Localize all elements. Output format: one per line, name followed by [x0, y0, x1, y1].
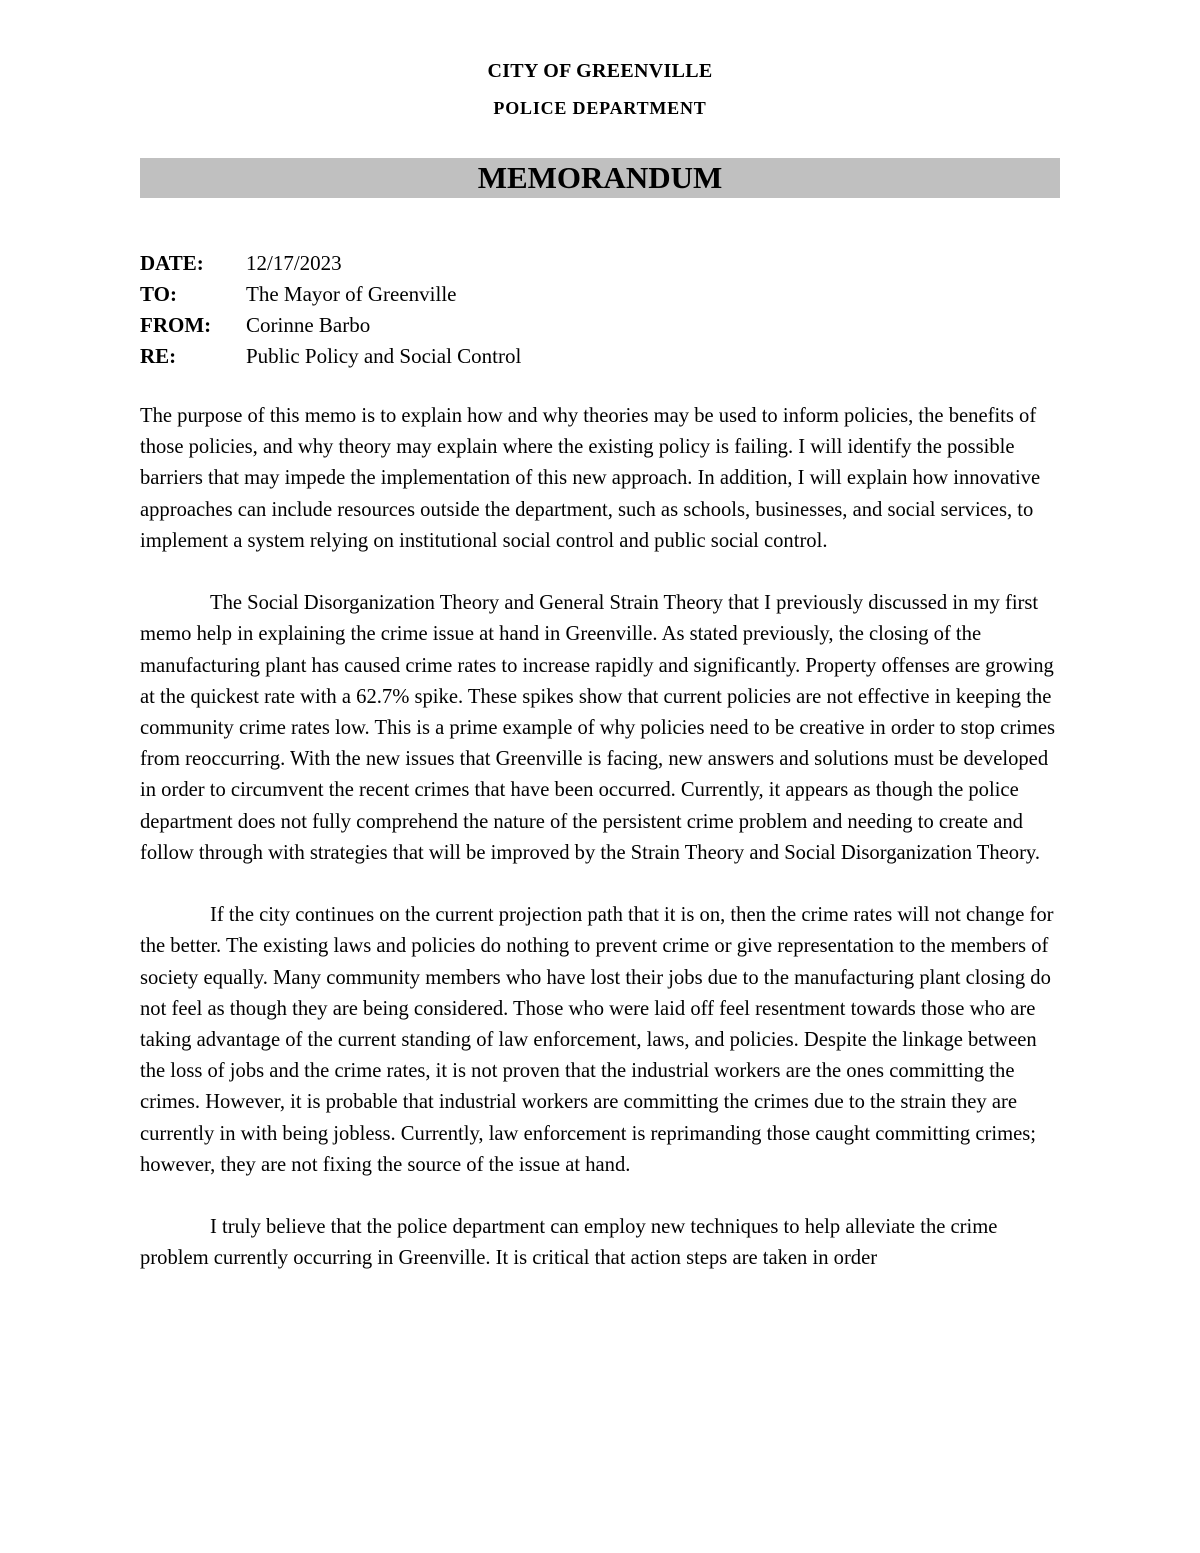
re-field — [140, 341, 1060, 372]
memo-body — [140, 401, 1060, 1306]
paragraph-projection: If the city continues on the current projection path that it is on, then the crime rates will not change for the better. The existing laws and policies do nothing to prevent crime or give representation to the members of society equally. Many community members who have lost their jobs due to the manufacturing plant closing do not feel as though they are being considered. Those who were laid off feel resentment towards those who are taking advantage of the current standing of law enforcement, laws, and policies. Despite the linkage between the loss of jobs and the crime rates, it is not proven that the industrial workers are the ones committing the crimes. However, it is probable that industrial workers are committing the crimes due to the strain they are currently in with being jobless. Currently, law enforcement is reprimanding those caught committing crimes; however, they are not fixing the source of the issue at hand. — [140, 904, 1054, 1176]
to-label: TO: — [140, 282, 177, 306]
date-value: 12/17/2023 — [246, 251, 342, 275]
department-heading: POLICE DEPARTMENT — [493, 98, 707, 118]
re-label: RE: — [140, 344, 177, 368]
city-heading: CITY OF GREENVILLE — [487, 60, 713, 82]
date-label: DATE: — [140, 251, 204, 275]
from-value: Corinne Barbo — [246, 313, 371, 337]
date-field — [140, 248, 1060, 279]
re-value: Public Policy and Social Control — [246, 344, 522, 368]
memo-header-fields — [140, 248, 1060, 372]
from-label: FROM: — [140, 313, 212, 337]
to-field — [140, 279, 1060, 310]
paragraph-techniques: I truly believe that the police department can employ new techniques to help alleviate the crime problem currently occurring in Greenville. It is critical that action steps are taken in order — [140, 1216, 998, 1270]
from-field — [140, 310, 1060, 341]
paragraph-theories: The Social Disorganization Theory and General Strain Theory that I previously discussed in my first memo help in explaining the crime issue at hand in Greenville. As stated previously, the closing of the manufacturing plant has caused crime rates to increase rapidly and significantly. Property offenses are growing at the quickest rate with a 62.7% spike. These spikes show that current policies are not effective in keeping the community crime rates low. This is a prime example of why policies need to be creative in order to stop crimes from reoccurring. With the new issues that Greenville is facing, new answers and solutions must be developed in order to circumvent the recent crimes that have been occurred. Currently, it appears as though the police department does not fully comprehend the nature of the persistent crime problem and needing to create and follow through with strategies that will be improved by the Strain Theory and Social Disorganization Theory. — [140, 592, 1056, 864]
memorandum-title: MEMORANDUM — [140, 158, 1060, 198]
paragraph-purpose: The purpose of this memo is to explain how and why theories may be used to inform policies, the benefits of those policies, and why theory may explain where the existing policy is failing. I will identify the possible barriers that may impede the implementation of this new approach. In addition, I will explain how innovative approaches can include resources outside the department, such as schools, businesses, and social services, to implement a system relying on institutional social control and public social control. — [140, 405, 1041, 552]
to-value: The Mayor of Greenville — [246, 282, 457, 306]
